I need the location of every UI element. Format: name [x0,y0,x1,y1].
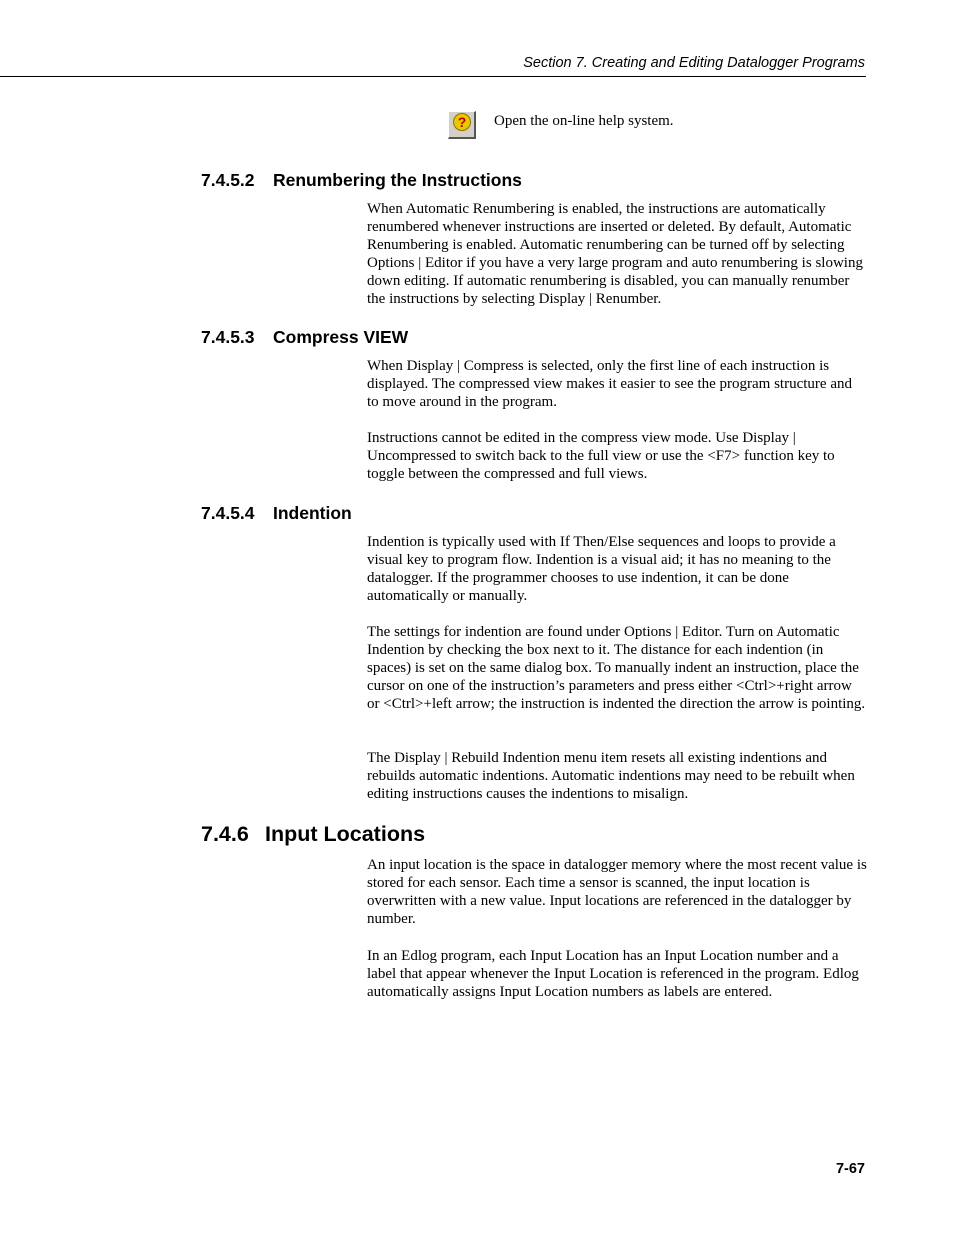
body-paragraph: An input location is the space in datalogger memory where the most recent value is stored for each sensor. Each time a sensor is scanned, the input location is overwritten with a new value. Input locations are referenced in the datalogger by number. [367,857,867,927]
section-title: Input Locations [265,822,426,846]
body-paragraph: The settings for indention are found under Options | Editor. Turn on Automatic Indention by checking the box next to it. The distance for each indention (in spaces) is set on the same dialog box. To manually indent an instruction, place the cursor on one of the instruction’s parameters and press either <Ctrl>+right arrow or <Ctrl>+left arrow; the instruction is indented the direction the arrow is pointing. [367,624,866,712]
section-title: Renumbering the Instructions [273,170,522,190]
page-number: 7-67 [835,1161,865,1177]
section-heading [201,170,522,191]
section-number: 7.4.5.3 [201,327,255,347]
section-heading [201,503,352,524]
section-number: 7.4.5.4 [201,503,255,523]
help-button[interactable] [448,111,476,139]
body-paragraph: Instructions cannot be edited in the compress view mode. Use Display | Uncompressed to switch back to the full view or use the <F7> function key to toggle between the compressed and full views. [367,430,835,482]
section-number: 7.4.5.2 [201,170,255,190]
section-heading [201,327,408,348]
running-header: Section 7. Creating and Editing Datalogger Programs [523,55,865,71]
section-title: Compress VIEW [273,327,409,347]
body-paragraph: When Automatic Renumbering is enabled, the instructions are automatically renumbered whenever instructions are inserted or deleted. By default, Automatic Renumbering is enabled. Automatic renumbering can be turned off by selecting Options | Editor if you have a very large program and auto renumbering is slowing down editing. If automatic renumbering is disabled, you can manually renumber the instructions by selecting Display | Renumber. [367,201,863,307]
help-question-icon [452,112,472,137]
section-heading [201,822,425,847]
help-description: Open the on-line help system. [494,113,674,129]
body-paragraph: The Display | Rebuild Indention menu item resets all existing indentions and rebuilds automatic indentions. Automatic indentions may need to be rebuilt when editing instructions causes the indentions to misalign. [367,750,855,802]
body-paragraph: In an Edlog program, each Input Location has an Input Location number and a label that appear whenever the Input Location is referenced in the program. Edlog automatically assigns Input Location numbers as labels are entered. [367,948,859,1000]
body-paragraph: Indention is typically used with If Then/Else sequences and loops to provide a visual key to program flow. Indention is a visual aid; it has no meaning to the datalogger. If the programmer chooses to use indention, it can be done automatically or manually. [367,534,836,604]
svg-text:?: ? [457,114,466,130]
section-number: 7.4.6 [201,822,249,846]
section-title: Indention [273,503,352,523]
header-rule [0,76,866,77]
body-paragraph: When Display | Compress is selected, only the first line of each instruction is displayed. The compressed view makes it easier to see the program structure and to move around in the program. [367,358,852,410]
